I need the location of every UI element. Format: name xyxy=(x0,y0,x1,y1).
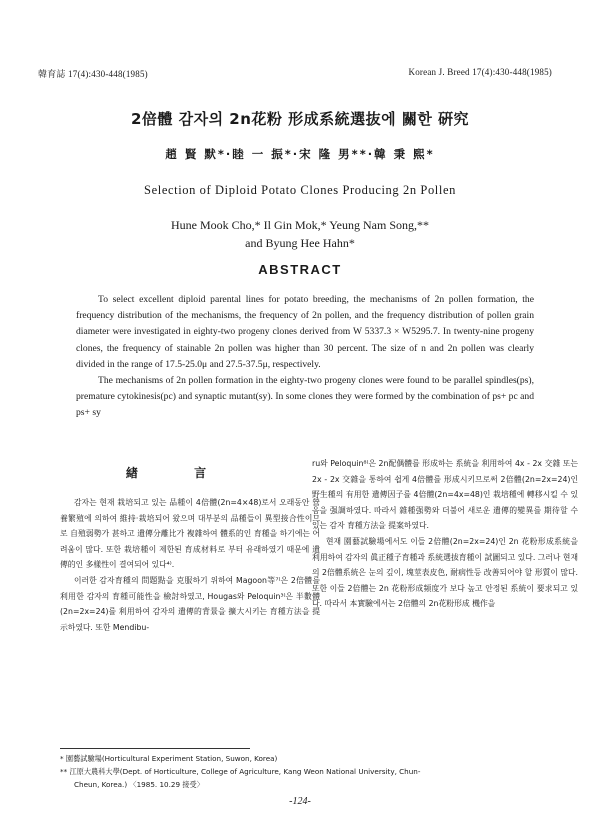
left-paragraph-1: 감자는 현재 栽培되고 있는 品種이 4倍體(2n=4×48)로서 오래동안 營養繁殖에 의하여 維持·栽培되어 왔으며 대부분의 品種들이 異型接合性이므로 自殖弱勢가 甚하고 遺傳分離比가 複雜하여 體系的인 育種을 하기에는 어려움이 많다. 또한 栽培種이 제한된 育成材料로 부터 유래하였기 때문에 遺傳的인 多樣性이 결여되어 있다⁴⁾. xyxy=(60,498,320,570)
footnotes xyxy=(60,752,580,791)
footnote-2: ** 江原大農科大學(Dept. of Horticulture, College of Agriculture, Kang Weon National University, Chun- xyxy=(60,767,421,776)
english-authors-line-2: and Byung Hee Hahn* xyxy=(245,236,355,250)
page-number: -124- xyxy=(289,796,311,807)
korean-authors: 趙 賢 默*·睦 一 振*·宋 隆 男**·韓 秉 熙* xyxy=(165,147,435,161)
english-authors xyxy=(0,216,600,252)
abstract-heading: ABSTRACT xyxy=(258,262,342,277)
abstract-paragraph-2: The mechanisms of 2n pollen formation in the eighty-two progeny clones were found to be parallel spindles(ps), premature cytokinesis(pc) and synaptic mutant(sy). In some clones they were formed by the combination of ps+ pc and ps+ sy xyxy=(76,375,534,419)
korean-title: 2倍體 감자의 2n花粉 形成系統選抜에 關한 硏究 xyxy=(130,110,470,128)
left-paragraph-2: 이러한 감자育種의 問題點을 克服하기 위하여 Magoon等⁷⁾은 2倍體를 利用한 감자의 育種可能性을 檢討하였고, Hougas와 Peloquin³⁾은 半數體(2n=2x=24)를 利用하여 감자의 遺傳的背景을 擴大시키는 育種方法을 提示하였다. 또한 Mendibu- xyxy=(60,575,320,632)
abstract-paragraph-1: To select excellent diploid parental lines for potato breeding, the mechanisms of 2n pollen formation, the frequency distribution of the mechanisms, the frequency of 2n pollen, and the frequency distribution of pollen grain diameter were investigated in eighty-two progeny clones derived from W 5337.3 × W5295.7. In twenty-nine progeny clones, the frequency of stainable 2n pollen was higher than 30 percent. The size of n and 2n pollen was clearly divided in the range of 17.5-25.0μ and 27.5-37.5μ, respectively. xyxy=(76,294,534,370)
running-header-korean: 韓育誌 17(4):430-448(1985) xyxy=(38,69,148,79)
running-header-english: Korean J. Breed 17(4):430-448(1985) xyxy=(408,67,552,77)
left-column xyxy=(60,495,320,635)
right-paragraph-1: ru와 Peloquin⁸⁾은 2n配偶體를 形成하는 系統을 利用하여 4x - 2x 交雜 또는 2x - 2x 交雜을 통하여 쉽게 4倍體를 形成시키므로써 2倍體(2n=2x=24)인 野生種의 有用한 遺傳因子를 4倍體(2n=4x=48)인 栽培種에 轉移시킬 수 있음을 强調하였다. 따라서 雜種强勢와 더불어 새로운 遺傳的變異를 期待할 수 있는 감자 育種方法을 提案하였다. xyxy=(312,459,578,531)
english-title: Selection of Diploid Potato Clones Producing 2n Pollen xyxy=(144,183,456,197)
footnote-1: * 園藝試驗場(Horticultural Experiment Station, Suwon, Korea) xyxy=(60,754,278,763)
footnote-2-continued: Cheun, Korea.) 〈1985. 10.29 接受〉 xyxy=(74,780,204,789)
footnote-divider xyxy=(60,748,250,749)
right-column xyxy=(312,456,578,612)
english-authors-line-1: Hune Mook Cho,* Il Gin Mok,* Yeung Nam Song,** xyxy=(170,218,429,232)
abstract-body xyxy=(76,292,534,422)
right-paragraph-2: 현재 園藝試驗場에서도 이들 2倍體(2n=2x=24)인 2n 花粉形成系統을 利用하여 감자의 眞正種子育種과 系統選拔育種이 試圖되고 있다. 그러나 현재의 2倍體系統은 눈의 깊이, 塊莖表皮色, 耐病性등 改善되어야 할 形質이 많다. 또한 이들 2倍體는 2n 花粉形成頻度가 보다 높고 안정된 系統이 要求되고 있다. 따라서 本實驗에서는 2倍體의 2n花粉形成 機作을 xyxy=(312,536,578,609)
introduction-heading: 緖 言 xyxy=(125,466,233,480)
